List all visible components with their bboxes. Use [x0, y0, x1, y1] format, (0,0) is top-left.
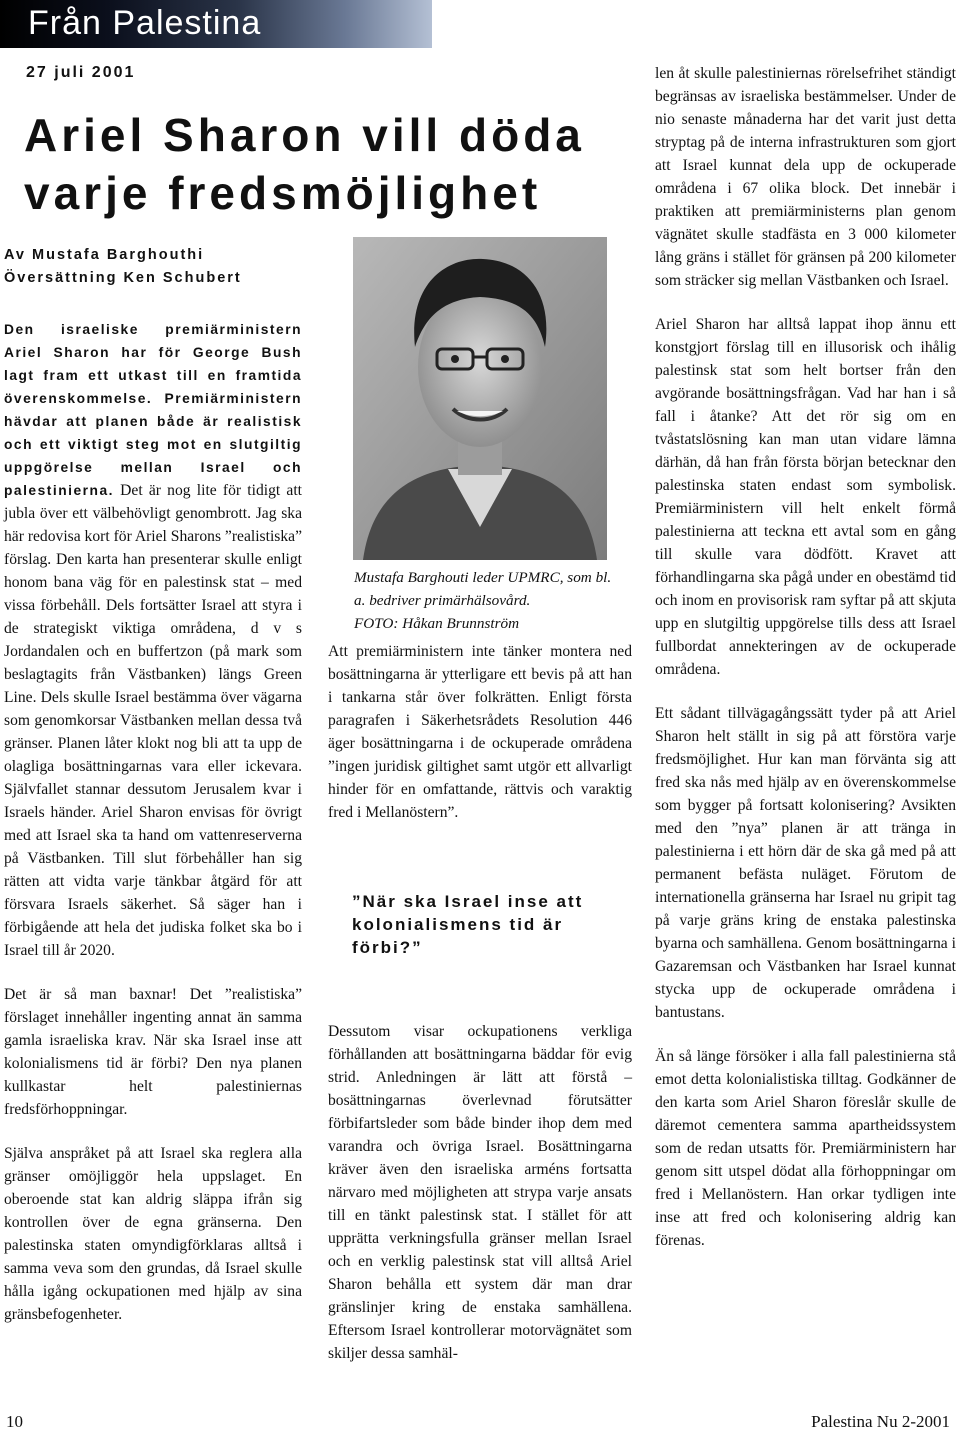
- body-text: Det är nog lite för tidigt att jubla över ett välbehövligt genombrott. Jag ska här redovisa kort för Ariel Sharons ”realistiska” förslag. Den karta han presenterar skulle enligt honom bana väg för en palestinsk stat – med vissa förbehåll. Dels fortsätter Israel att styra i de strategiskt viktiga områdena, d v s Jordandalen och en buffertzon (på mark som beslagtagits från Västbanken) längs Green Line. Dels skulle Israel bestämma över vägarna som genomkorsar Västbanken mellan dessa två gränser. Planen låter klokt nog bli att ta upp de olagliga bosättningarnas vara eller ickevara. Självfallet stannar dessutom Jerusalem kvar i Israels händer. Ariel Sharon envisas för övrigt med att Israel ska ta hand om vattenreserverna på Västbanken. Till slut förbehåller han sig rätten att vidta varje tänkbar åtgärd för att försvara Israels säkerhet. Så säger han i förbigående att hela det judiska folket ska bo i Israel till år 2020.: [4, 482, 302, 959]
- translator: Översättning Ken Schubert: [4, 270, 242, 286]
- column-2: [328, 640, 632, 824]
- byline: [4, 244, 242, 290]
- col1-paragraph-1: [4, 318, 302, 962]
- section-banner: [0, 0, 432, 48]
- author-photo: [353, 237, 607, 560]
- column-2-continued: [328, 1020, 632, 1365]
- photo-credit: FOTO: Håkan Brunnström: [354, 615, 520, 632]
- col3-paragraph-2: Ariel Sharon har alltså lappat ihop ännu ett konstgjort förslag till en illusorisk och ihålig palestinsk stat som helt bortser från den avgörande bosättningsfrågan. Vad har han i så fall i åtanke? Att det rör sig om en tvåstatslösning kan man utan vidare lämna därhän, då han från första början betecknar den palestinska staten endast som symbolisk. Premiärministern vill helt enkelt förmå palestinierna att teckna ett avtal som en gång till skulle vara dödfött. Kravet att förhandlingarna ska pågå under en obestämd tid och inom en provisorisk ram syftar på att skjuta upp en slutgiltig uppgörelse tills dess att Israel fullbordat annekteringen av de ockuperade områdena.: [655, 316, 956, 678]
- article-date: 27 juli 2001: [26, 64, 136, 81]
- col3-paragraph-3: Ett sådant tillvägagångssätt tyder på att Ariel Sharon helt ställt in sig på att förstöra varje fredsmöjlighet. Hur kan man förvänta sig att fred ska nås med hjälp av en överenskommelse som bygger på fortsatt kolonisering? Avsikten med den ”nya” planen är att tränga in palestinierna i ett hörn där de ska gå med på att permanent befästa nuläget. Förutom de internationella gränserna har Israel nu gripit tag på varje gräns kring de enstaka palestinska byarna och samhällena. Genom bosättningarna i Gazaremsan och Västbanken har Israel kunnat stycka upp de ockuperade områdena i bantustans.: [655, 705, 956, 1021]
- col2-paragraph-1: Att premiärministern inte tänker montera ned bosättningarna är ytterligare ett bevis på att han i tankarna står över folkrätten. Enligt första paragrafen i Säkerhetsrådets Resolution 446 äger bosättningarna i de ockuperade områdena ”ingen juridisk giltighet samt utgör ett allvarligt hinder för en omfattande, rättvis och varaktig fred i Mellanöstern”.: [328, 643, 632, 821]
- caption-text: Mustafa Barghouti leder UPMRC, som bl. a. bedriver primärhälsovård.: [354, 569, 612, 609]
- page-number: 10: [6, 1412, 23, 1431]
- section-title: Från Palestina: [28, 4, 262, 42]
- col2-paragraph-2: Dessutom visar ockupationens verkliga förhållanden att bosättningarna bäddar för evig strid. Anledningen är lätt att förstå – bosättningarnas överlevnad förutsätter förbifartsleder som både binder ihop dem med varandra och övriga Israel. Bosättningarna kräver även den israeliska arméns fortsatta närvaro med möjligheten att strypa varje ansats till en tänkt palestinsk stat. I stället för att upprätta verkningsfulla gränser mellan Israel och en verklig palestinsk stat vill alltså Ariel Sharon behålla ett system där man drar gränslinjer kring de enstaka samhällena. Eftersom Israel kontrollerar motorvägnätet som skiljer dessa samhäl-: [328, 1023, 632, 1362]
- col3-paragraph-1: len åt skulle palestiniernas rörelsefrihet ständigt begränsas av israeliska bestämmelser. Under de nio senaste månaderna har det varit just detta stryptag på de interna infrastrukturen som gjort att Israel kunnat dela upp de ockuperade områdena i 67 olika block. Det innebär i praktiken att premiärministerns plan genom vägnätet skulle stadfästa en 3 000 kilometer lång gräns i stället för gränsen på 200 kilometer som sträcker sig mellan Västbanken och Israel.: [655, 65, 956, 289]
- photo-caption: [354, 566, 614, 635]
- article-headline: Ariel Sharon vill döda varje fredsmöjlighet: [24, 109, 585, 219]
- column-3: [655, 62, 956, 1252]
- portrait-image: [353, 237, 607, 560]
- col1-paragraph-3: Själva anspråket på att Israel ska reglera alla gränser omöjliggör hela uppslaget. En oberoende stat kan aldrig släppa ifrån sig kontrollen över de egna gränserna. Den palestinska staten omyndigförklaras alltså i samma veva som den grundas, då Israel skulle hålla igång ockupationen med hjälp av sina gränsbefogenheter.: [4, 1145, 302, 1323]
- author: Av Mustafa Barghouthi: [4, 247, 205, 263]
- magazine-issue: Palestina Nu 2-2001: [811, 1412, 950, 1431]
- col3-paragraph-4: Än så länge försöker i alla fall palestinierna stå emot detta kolonialistiska tilltag. Godkänner de den karta som Ariel Sharon föreslår skulle de däremot cementera samma apartheidssystem som de redan utsatts för. Premiärministern har genom sitt utspel dödat alla förhoppningar om fred i Mellanöstern. Han orkar tydligen inte inse att fred och kolonisering aldrig kan förenas.: [655, 1048, 956, 1249]
- col1-paragraph-2: Det är så man baxnar! Det ”realistiska” förslaget innehåller ingenting annat än samma gamla israeliska krav. När ska Israel inse att kolonialismens tid är förbi? Den nya planen kullkastar helt palestiniernas fredsförhoppningar.: [4, 986, 302, 1118]
- lead-paragraph: Den israeliske premiärministern Ariel Sharon har för George Bush lagt fram ett utkast till en framtida överenskommelse. Premiärministern hävdar att planen både är realistisk och ett viktigt steg mot en slutgiltig uppgörelse mellan Israel och palestinierna.: [4, 322, 302, 498]
- column-1: [4, 318, 302, 1326]
- pull-quote: ”När ska Israel inse att kolonialismens tid är förbi?”: [352, 892, 584, 957]
